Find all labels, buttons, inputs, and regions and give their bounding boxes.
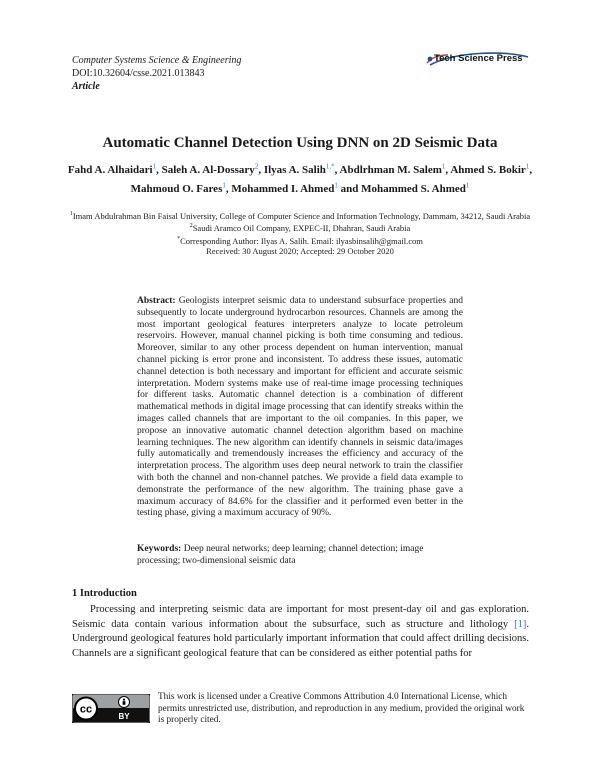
- author: Ilyas A. Salih$^{1,*}$,: [263, 162, 340, 176]
- doi[interactable]: DOI:10.32604/csse.2021.013843: [72, 68, 205, 79]
- abstract: [137, 296, 463, 520]
- cc-icon: cc: [79, 703, 93, 716]
- keywords-text: Deep neural networks; deep learning; channel detection; image processing; two-dimensional seismic data: [137, 544, 424, 566]
- author: Mohammed I. Ahmed$^1$ and: [231, 181, 362, 196]
- article-type: Article: [72, 81, 100, 92]
- author: Saleh A. Al-Dossary$^2$,: [161, 162, 264, 176]
- author: Fahd A. Alhaidari$^1$,: [67, 162, 162, 176]
- author: Abdlrhman M. Salem$^1$,: [339, 162, 451, 176]
- cc-by-badge[interactable]: [72, 694, 150, 723]
- author: Mohammed S. Ahmed$^1$: [361, 181, 470, 196]
- author: Ahmed S. Bokir$^1$,: [450, 162, 533, 176]
- affiliations: [60, 209, 540, 257]
- keywords-label: Keywords:: [137, 544, 182, 554]
- affiliation-2: $^2$Saudi Aramco Oil Company, EXPEC-II, Dhahran, Saudi Arabia: [189, 223, 411, 234]
- license-notice: This work is licensed under a Creative Commons Attribution 4.0 International License, which permits unrestricted use, distribution, and reproduction in any medium, provided the original work is properly cited.: [158, 692, 525, 726]
- journal-name: Computer Systems Science & Engineering: [72, 55, 242, 66]
- received-dates: Received: 30 August 2020; Accepted: 29 October 2020: [206, 246, 394, 257]
- abstract-text: Geologists interpret seismic data to understand subsurface properties and subsequently to locate underground hydrocarbon resources. Channels are among the most important geological features interpreters analyze to locate petroleum reservoirs. However, manual channel picking is both time consuming and tedious. Moreover, similar to any other process dependent on human intervention, manual channel picking is error prone and inconsistent. To address these issues, automatic channel detection is both necessary and important for efficient and accurate seismic interpretation. Modern systems make use of real-time image processing techniques for different tasks. Automatic channel detection is a combination of different mathematical methods in digital image processing that can identify streaks within the images called channels that are important to the oil companies. In this paper, we propose an innovative automatic channel detection algorithm based on machine learning techniques. The new algorithm can identify channels in seismic data/images fully automatically and tremendously increases the efficiency and accuracy of the interpretation process. The algorithm uses deep neural network to train the classifier with both the channel and non-channel patches. We provide a field data example to demonstrate the performance of the new algorithm. The training phase gave a maximum accuracy of 84.6% for the classifier and it performed even better in the testing phase, giving a maximum accuracy of 90%.: [137, 296, 463, 519]
- corresponding-author: *Corresponding Author: Ilyas A. Salih. Email: ilyasbinsalih@gmail.com: [177, 235, 423, 246]
- publisher-name: Tech Science Press: [434, 53, 523, 64]
- publisher-logo: [424, 51, 532, 67]
- section-heading: 1 Introduction: [72, 588, 137, 599]
- reference-link[interactable]: [1]: [514, 618, 527, 630]
- affiliation-1: $^1$Imam Abdulrahman Bin Faisal University, College of Computer Science and Information Technology, Dammam, 34212, Saudi Arabia: [69, 210, 531, 221]
- author: Mahmoud O. Fares$^1$,: [130, 181, 232, 196]
- author-list: [60, 158, 540, 197]
- paper-title: Automatic Channel Detection Using DNN on 2D Seismic Data: [102, 135, 498, 151]
- intro-paragraph: Processing and interpreting seismic data are important for most present-day oil and gas exploration. Seismic data contain various information about the subsurface, such as structure and lithology [1]. Underground geological features hold particularly important information that could affect drilling decisions. Channels are a significant geological feature that can be considered as either potential paths for: [72, 604, 529, 659]
- abstract-label: Abstract:: [137, 296, 176, 306]
- by-label: BY: [118, 712, 130, 721]
- keywords: [137, 544, 463, 568]
